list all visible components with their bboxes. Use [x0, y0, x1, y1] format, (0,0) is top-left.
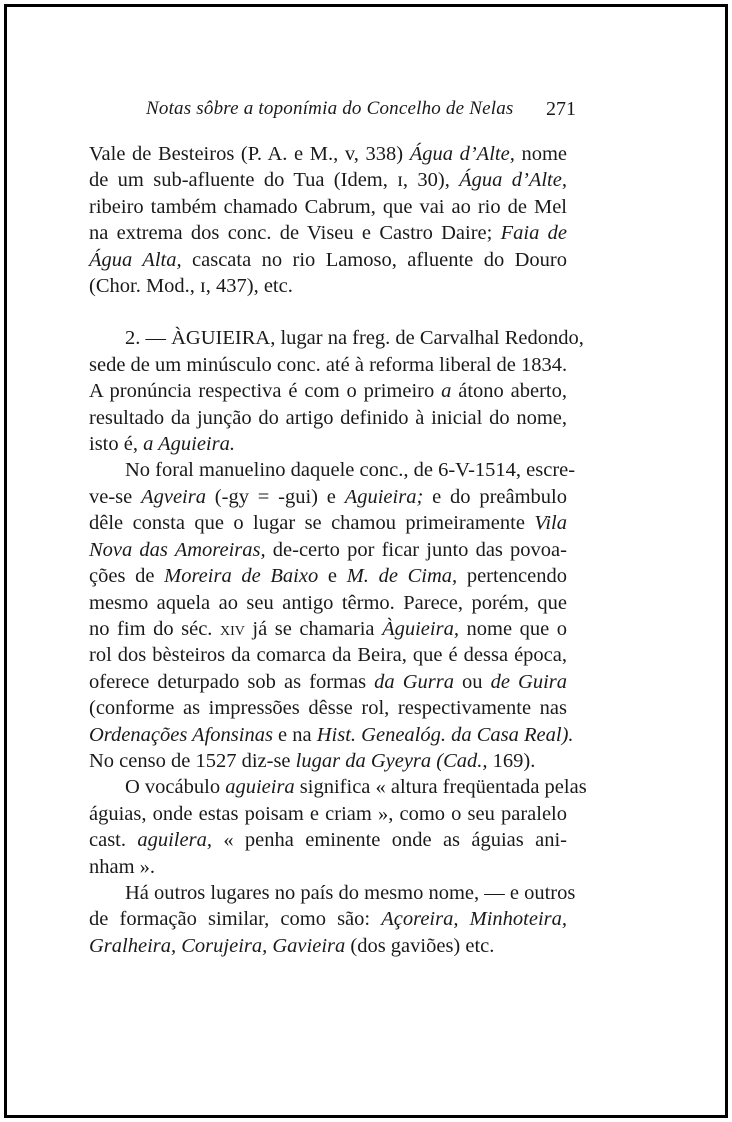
italic-text: a — [441, 380, 452, 403]
text-segment: Há outros lugares no país do mesmo nome, — e outros — [125, 881, 576, 904]
text-segment: O vocábulo — [125, 776, 226, 799]
text-line — [89, 827, 567, 853]
text-segment: de um sub-afluente do Tua (Idem, ɪ, 30), — [89, 169, 460, 192]
text-segment: e na — [272, 723, 317, 746]
text-line — [89, 801, 567, 827]
italic-text: lugar da Gyeyra (Cad., — [295, 749, 488, 772]
body-text — [89, 141, 587, 959]
text-line — [89, 906, 567, 932]
text-line — [89, 563, 567, 589]
text-segment: rol dos bèsteiros da comarca da Beira, que é dessa época, — [89, 644, 567, 667]
text-line — [89, 880, 576, 906]
text-segment: átono aberto, — [451, 380, 568, 403]
text-line — [89, 457, 576, 483]
running-header — [146, 98, 576, 126]
text-segment: de-certo por ficar junto das povoa- — [265, 538, 567, 561]
italic-text: Água d’Alte, — [459, 169, 567, 192]
text-segment: e do preâmbulo — [423, 485, 567, 508]
book-page — [4, 4, 728, 1118]
text-segment: isto é, — [89, 433, 144, 456]
text-segment: ções de — [89, 565, 165, 588]
text-line — [89, 431, 567, 457]
text-segment: (dos gaviões) etc. — [345, 934, 495, 957]
text-segment: sede de um minúsculo conc. até à reforma liberal de 1834. — [89, 353, 568, 376]
italic-text: Ordenações Afonsinas — [89, 723, 273, 746]
text-segment: pertencendo — [457, 565, 567, 588]
italic-text: Agveira — [141, 485, 206, 508]
header-title: Notas sôbre a toponímia do Concelho de Nelas — [146, 98, 514, 119]
paragraph — [89, 880, 576, 959]
italic-text: Açoreira, Minhoteira, — [381, 908, 567, 931]
text-line — [89, 220, 567, 246]
text-line — [89, 484, 567, 510]
text-segment: ribeiro também chamado Cabrum, que vai ao rio de Mel — [89, 195, 567, 218]
text-segment: resultado da junção do artigo definido à inicial do nome, — [89, 406, 567, 429]
text-line — [89, 590, 567, 616]
text-segment: nome — [514, 143, 567, 165]
text-segment: oferece deturpado sob as formas — [89, 670, 375, 693]
text-line — [89, 273, 567, 299]
italic-text: aguieira — [225, 776, 295, 799]
paragraph — [89, 457, 576, 774]
text-segment: significa « altura freqüentada pelas — [294, 776, 587, 799]
italic-text: Àguieira, — [382, 617, 459, 640]
text-segment: cast. — [89, 829, 138, 852]
italic-text: Hist. Genealóg. da Casa Real). — [316, 723, 574, 746]
text-segment: e — [318, 565, 347, 588]
text-line — [89, 933, 567, 959]
text-line — [89, 378, 567, 404]
text-line — [89, 405, 567, 431]
text-line — [89, 616, 567, 642]
page-number: 271 — [546, 98, 576, 120]
text-line — [89, 325, 584, 351]
text-segment: No censo de 1527 diz-se — [89, 749, 296, 772]
text-line — [89, 510, 567, 536]
text-segment: No foral manuelino daquele conc., de 6-V-1514, escre- — [125, 459, 576, 482]
paragraph — [89, 774, 587, 880]
text-segment: xiv — [219, 617, 245, 640]
text-line — [89, 722, 574, 748]
text-segment: já se chamaria — [244, 617, 383, 640]
text-segment: de formação similar, como são: — [89, 908, 382, 931]
text-line — [89, 854, 567, 880]
text-line — [89, 669, 567, 695]
italic-text: Nova das Amoreiras, — [89, 538, 266, 561]
text-line — [89, 194, 567, 220]
text-line — [89, 537, 567, 563]
text-segment: dêle consta que o lugar se chamou primeiramente — [89, 512, 535, 535]
text-segment: (-gy = -gui) e — [205, 485, 345, 508]
text-segment: no fim do séc. — [89, 617, 220, 640]
text-segment: (Chor. Mod., ɪ, 437), etc. — [89, 275, 293, 298]
text-segment: Vale de Besteiros (P. A. e M., v, 338) — [89, 143, 410, 165]
italic-text: Gralheira, Corujeira, Gavieira — [89, 934, 346, 957]
text-line — [89, 141, 567, 167]
text-line — [89, 352, 567, 378]
text-segment: mesmo aquela ao seu antigo têrmo. Parece, porém, que — [89, 591, 567, 614]
paragraph — [89, 141, 567, 299]
text-segment: na extrema dos conc. de Viseu e Castro Daire; — [89, 222, 501, 245]
text-segment: 2. — ÀGUIEIRA, lugar na freg. de Carvalhal Redondo, — [125, 327, 584, 350]
text-line — [89, 748, 567, 774]
text-segment: A pronúncia respectiva é com o primeiro — [89, 380, 442, 403]
text-segment: (conforme as impressões dêsse rol, respectivamente nas — [89, 697, 567, 720]
italic-text: a Aguieira. — [143, 433, 235, 456]
text-line — [89, 247, 567, 273]
italic-text: M. de Cima, — [346, 565, 458, 588]
text-segment: ve-se — [89, 485, 142, 508]
text-segment: águias, onde estas poisam e criam », como o seu paralelo — [89, 802, 567, 825]
text-segment: « penha eminente onde as águias ani- — [211, 829, 567, 852]
text-segment: cascata no rio Lamoso, afluente do Douro — [181, 248, 567, 271]
italic-text: Faia de — [500, 222, 567, 245]
paragraph — [89, 325, 584, 457]
italic-text: Vila — [534, 512, 567, 535]
text-line — [89, 695, 567, 721]
text-line — [89, 167, 567, 193]
italic-text: Moreira de Baixo — [164, 565, 319, 588]
italic-text: da Gurra — [374, 670, 454, 693]
text-segment: nome que o — [458, 617, 567, 640]
text-line — [89, 774, 587, 800]
text-segment: nham ». — [89, 855, 156, 878]
italic-text: Água Alta, — [89, 248, 182, 271]
italic-text: aguilera, — [137, 829, 212, 852]
text-segment: 169). — [487, 749, 536, 772]
text-segment: ou — [453, 670, 491, 693]
text-line — [89, 642, 567, 668]
italic-text: de Guira — [490, 670, 568, 693]
italic-text: Aguieira; — [344, 485, 424, 508]
italic-text: Água d’Alte, — [409, 143, 515, 165]
